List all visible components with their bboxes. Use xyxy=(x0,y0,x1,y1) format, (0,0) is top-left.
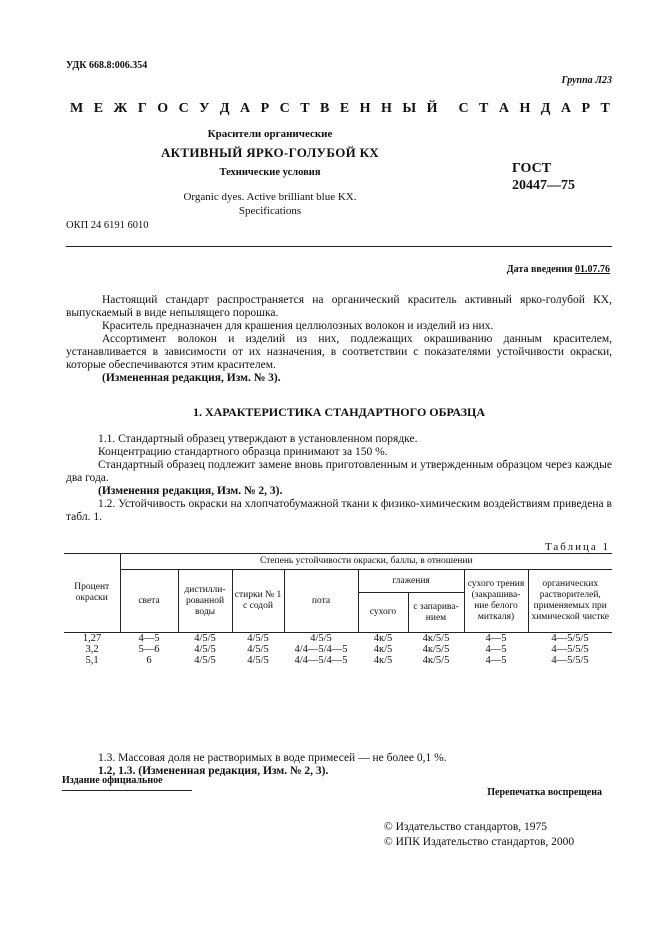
table-cell: 4/4—5/4—5 xyxy=(294,655,348,666)
table-cell: 4/4—5/4—5 xyxy=(294,644,348,655)
heading-letter: М xyxy=(70,101,84,116)
heading-letter: Д xyxy=(540,101,551,116)
heading-letter: А xyxy=(240,101,251,116)
table-cell: 4—5 xyxy=(138,633,160,644)
intro-edit-note: (Измененная редакция, Изм. № 3). xyxy=(102,372,281,384)
heading-letter: Н xyxy=(359,101,371,116)
group-code: Группа Л23 xyxy=(561,75,612,86)
heading-letter: У xyxy=(199,101,210,116)
table-cell: 4к/5 xyxy=(373,655,393,666)
copyright-block xyxy=(384,820,574,850)
divider xyxy=(62,790,192,791)
table-cell: 4—5/5/5 xyxy=(551,633,589,644)
effective-date-value: 01.07.76 xyxy=(575,264,610,275)
heading-letter: В xyxy=(320,101,330,116)
col-iron-wet-header: с запарива- нием xyxy=(408,593,464,633)
intro-paragraph-1: Настоящий стандарт распространяется на органический краситель активный ярко-голубой КХ, выпускаемый в виде непылящего порошка. xyxy=(66,294,612,319)
section-1-paragraph-2: Концентрацию стандартного образца принимают за 150 %. xyxy=(98,446,388,458)
heading-letter: Е xyxy=(339,101,350,116)
heading-letter: А xyxy=(560,101,572,116)
table-cell: 4к/5/5 xyxy=(422,633,450,644)
intro-section xyxy=(66,294,612,385)
title-english-1: Organic dyes. Active brilliant blue KX. xyxy=(183,191,357,203)
udk-code: УДК 668.8:006.354 xyxy=(66,60,148,71)
heading-letter: Ы xyxy=(402,101,417,116)
heading-letter: Р xyxy=(581,101,591,116)
table-caption: Таблица 1 xyxy=(544,541,610,553)
table-cell: 5,1 xyxy=(85,655,99,666)
table-row xyxy=(64,655,612,670)
section-1-paragraph-3: Стандартный образец подлежит замене вновь приготовленным и утвержденным образцом через каждые два года. xyxy=(66,459,612,484)
copyright-1975: © Издательство стандартов, 1975 xyxy=(384,821,548,833)
col-percent-header: Процент окраски xyxy=(64,554,120,633)
heading-letter: Т xyxy=(600,101,610,116)
table-cell: 4/5/5 xyxy=(194,644,216,655)
table-cell: 4/5/5 xyxy=(247,655,269,666)
table-cell: 4/5/5 xyxy=(194,655,216,666)
table-cell: 1,27 xyxy=(82,633,102,644)
heading-letter: Т xyxy=(300,101,310,116)
interstate-standard-heading xyxy=(70,101,610,117)
intro-paragraph-3: Ассортимент волокон и изделий из них, подлежащих окрашиванию данным красителем, устанавливается в зависимости от их назначения, в соответствии с показателями устойчивости окраски, которые обеспечиваются этим красителем. xyxy=(66,333,612,371)
heading-letter: С xyxy=(458,101,469,116)
table-cell: 4—5 xyxy=(485,644,507,655)
col-light-header: света xyxy=(120,570,178,633)
title-line-2: АКТИВНЫЙ ЯРКО-ГОЛУБОЙ КХ xyxy=(160,145,379,160)
reprint-notice: Перепечатка воспрещена xyxy=(487,787,602,798)
table-cell: 5—6 xyxy=(138,644,160,655)
table-cell: 4—5/5/5 xyxy=(551,644,589,655)
heading-letter: Й xyxy=(426,101,438,116)
table-cell: 6 xyxy=(146,655,152,666)
effective-date-label: Дата введения xyxy=(506,264,573,275)
copyright-2000: © ИПК Издательство стандартов, 2000 xyxy=(384,836,575,848)
heading-letter: Н xyxy=(381,101,392,116)
heading-letter: Е xyxy=(93,101,104,116)
heading-letter: С xyxy=(178,101,189,116)
section-1-paragraph-1: 1.1. Стандартный образец утверждают в установленном порядке. xyxy=(98,433,418,445)
title-english xyxy=(140,190,400,218)
table-row xyxy=(64,633,612,645)
section-1-edit-note: (Изменения редакция, Изм. № 2, 3). xyxy=(98,485,283,497)
title-block xyxy=(140,128,400,218)
table-cell: 4—5 xyxy=(485,655,507,666)
section-1-paragraph-4: 1.2. Устойчивость окраски на хлопчатобумажной ткани к физико-химическим воздействиям приведена в табл. 1. xyxy=(66,498,612,523)
divider xyxy=(66,246,612,247)
col-water-header: дистилли- рованной воды xyxy=(178,570,232,633)
heading-letter: Ж xyxy=(113,101,128,116)
table-cell: 4/5/5 xyxy=(247,644,269,655)
effective-date xyxy=(507,264,610,275)
col-wash-header: стирки № 1 с содой xyxy=(232,570,284,633)
note-1-3: 1.3. Массовая доля не растворимых в воде примесей — не более 0,1 %. xyxy=(98,752,447,764)
fastness-table xyxy=(64,553,612,670)
heading-letter: Р xyxy=(260,101,270,116)
col-solvent-header: органических растворителей, применяемых при химической чистке xyxy=(528,570,612,633)
col-group-header: Степень устойчивости окраски, баллы, в отношении xyxy=(120,554,612,570)
table-cell: 4/5/5 xyxy=(310,633,332,644)
heading-letter: Д xyxy=(219,101,230,116)
gost-number: 20447—75 xyxy=(512,178,575,193)
heading-letter: Т xyxy=(479,101,489,116)
table-cell: 3,2 xyxy=(85,644,99,655)
table-cell: 4—5 xyxy=(485,633,507,644)
col-iron-dry-header: сухого xyxy=(358,593,408,633)
table-cell: 4/5/5 xyxy=(194,633,216,644)
table-cell: 4к/5 xyxy=(373,633,393,644)
table-cell: 4/5/5 xyxy=(247,633,269,644)
title-line-3: Технические условия xyxy=(219,167,321,178)
col-iron-header: глажения xyxy=(358,570,464,593)
table-row xyxy=(64,644,612,655)
heading-letter: А xyxy=(498,101,509,116)
heading-letter: О xyxy=(157,101,169,116)
table-cell: 4к/5 xyxy=(373,644,393,655)
table-cell: 4к/5/5 xyxy=(422,644,450,655)
gost-label xyxy=(512,160,575,194)
intro-paragraph-2: Краситель предназначен для крашения целлюлозных волокон и изделий из них. xyxy=(102,320,494,332)
col-rub-header: сухого трения (закрашива- ние белого миткаля) xyxy=(464,570,528,633)
col-sweat-header: пота xyxy=(284,570,358,633)
table-cell: 4—5/5/5 xyxy=(551,655,589,666)
section-1-heading: 1. ХАРАКТЕРИСТИКА СТАНДАРТНОГО ОБРАЗЦА xyxy=(192,405,486,419)
title-english-2: Specifications xyxy=(238,205,302,217)
heading-letter: С xyxy=(279,101,290,116)
section-1-body xyxy=(66,433,612,524)
note-edit: 1.2, 1.3. (Измененная редакция, Изм. № 2, 3). xyxy=(98,765,329,777)
table-cell: 4к/5/5 xyxy=(422,655,450,666)
okp-code: ОКП 24 6191 6010 xyxy=(66,220,149,231)
heading-letter: Н xyxy=(519,101,531,116)
official-edition: Издание официальное xyxy=(62,775,163,786)
title-line-1: Красители органические xyxy=(207,128,333,140)
heading-letter: Г xyxy=(137,101,147,116)
gost-word: ГОСТ xyxy=(512,161,552,176)
